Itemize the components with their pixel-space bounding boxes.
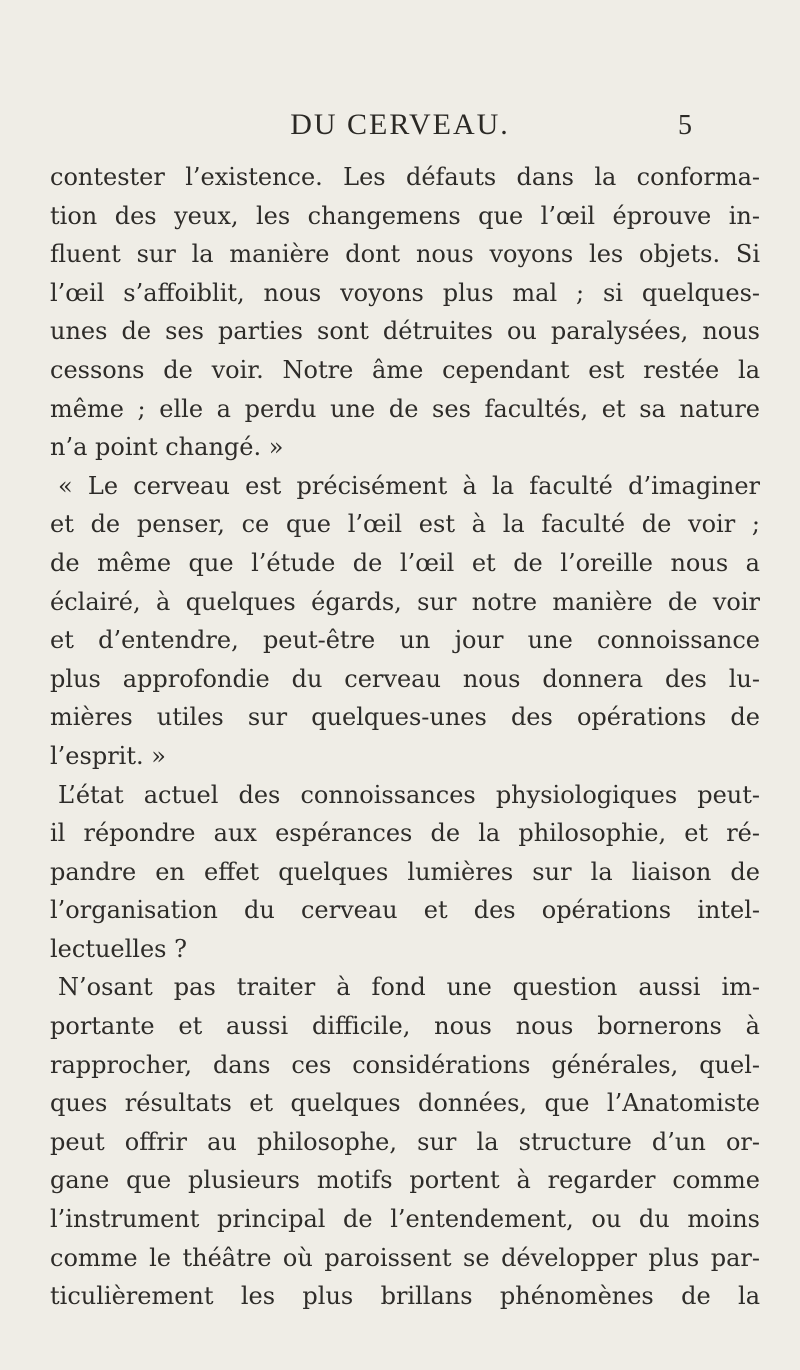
text-line: lectuelles ? xyxy=(50,934,187,963)
text-line: l’œil s’affoiblit, nous voyons plus mal ; si quelques- xyxy=(50,278,760,307)
text-line: et de penser, ce que l’œil est à la faculté de voir ; xyxy=(50,510,760,539)
text-line: éclairé, à quelques égards, sur notre manière de voir xyxy=(50,587,760,616)
text-line: mières utiles sur quelques-unes des opérations de xyxy=(50,703,760,732)
text-line: ques résultats et quelques données, que l’Anatomiste xyxy=(50,1089,760,1118)
text-line: comme le théâtre où paroissent se développer plus par- xyxy=(50,1243,760,1272)
text-line: L’état actuel des connoissances physiologiques peut- xyxy=(58,780,760,809)
page-number: 5 xyxy=(678,110,692,141)
page-header xyxy=(0,108,800,148)
text-line: gane que plusieurs motifs portent à regarder comme xyxy=(50,1166,760,1195)
text-line: rapprocher, dans ces considérations générales, quel- xyxy=(50,1050,760,1079)
text-line: cessons de voir. Notre âme cependant est restée la xyxy=(50,355,760,384)
text-line: il répondre aux espérances de la philosophie, et ré- xyxy=(50,819,760,848)
body-text xyxy=(50,158,760,1316)
text-line: « Le cerveau est précisément à la faculté d’imaginer xyxy=(58,471,760,500)
text-line: plus approfondie du cerveau nous donnera des lu- xyxy=(50,664,760,693)
text-line: ticulièrement les plus brillans phénomènes de la xyxy=(50,1282,760,1311)
text-line: tion des yeux, les changemens que l’œil éprouve in- xyxy=(50,201,760,230)
text-line: n’a point changé. » xyxy=(50,433,284,462)
text-line: l’instrument principal de l’entendement, ou du moins xyxy=(50,1205,760,1234)
text-line: et d’entendre, peut-être un jour une connoissance xyxy=(50,626,760,655)
text-line: portante et aussi difficile, nous nous bornerons à xyxy=(50,1012,760,1041)
text-line: fluent sur la manière dont nous voyons les objets. Si xyxy=(50,240,760,269)
text-line: N’osant pas traiter à fond une question aussi im- xyxy=(58,973,760,1002)
text-line: l’esprit. » xyxy=(50,741,166,770)
text-line: unes de ses parties sont détruites ou paralysées, nous xyxy=(50,317,760,346)
running-title: DU CERVEAU. xyxy=(290,108,510,141)
text-line: contester l’existence. Les défauts dans la conforma- xyxy=(50,163,760,191)
text-line: de même que l’étude de l’œil et de l’oreille nous a xyxy=(50,548,760,577)
text-line: l’organisation du cerveau et des opérations intel- xyxy=(50,896,760,925)
text-line: peut offrir au philosophe, sur la structure d’un or- xyxy=(50,1127,760,1156)
text-line: même ; elle a perdu une de ses facultés, et sa nature xyxy=(50,394,760,423)
text-line: pandre en effet quelques lumières sur la liaison de xyxy=(50,857,760,886)
